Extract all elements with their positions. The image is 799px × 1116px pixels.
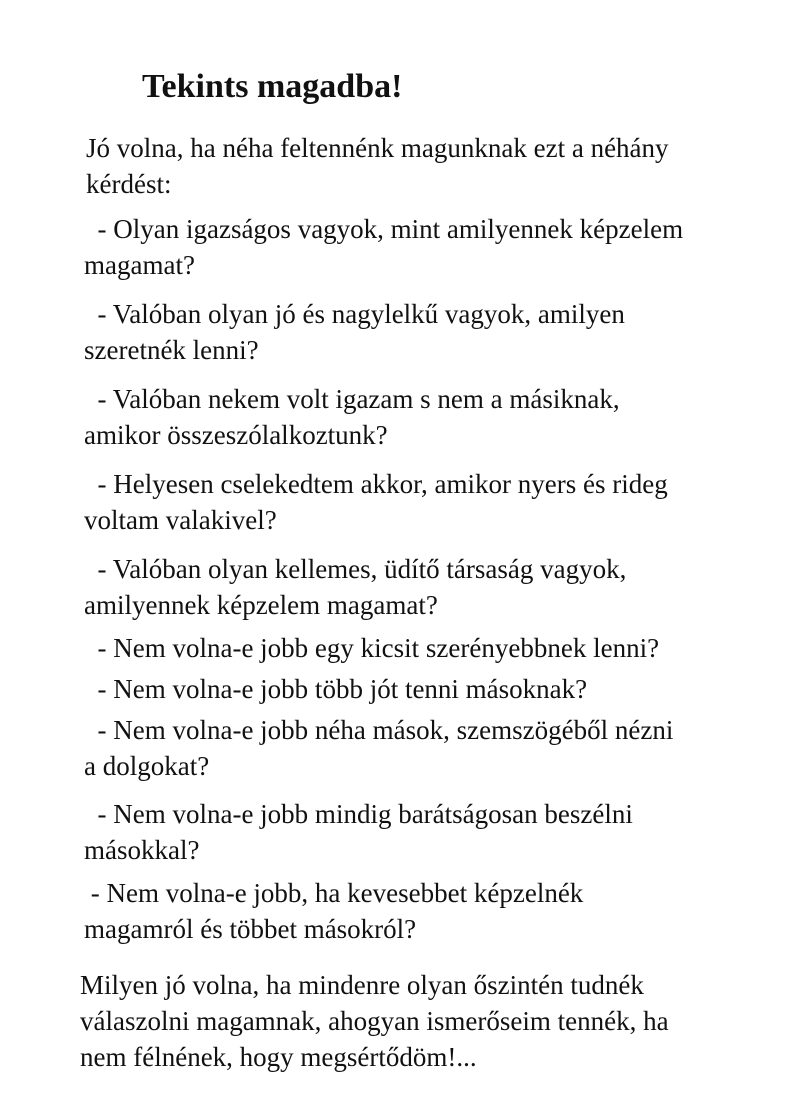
text-line: válaszolni magamnak, ahogyan ismerőseim tennék, ha	[80, 1006, 669, 1036]
text-line: másokkal?	[84, 835, 200, 865]
text-line: - Nem volna-e jobb több jót tenni másoknak?	[84, 674, 588, 704]
text-line: magamat?	[84, 250, 195, 280]
closing-paragraph	[80, 967, 669, 1075]
text-line: magamról és többet másokról?	[84, 914, 417, 944]
question-item	[84, 381, 620, 453]
text-line: - Valóban nekem volt igazam s nem a másiknak,	[84, 384, 620, 414]
text-line: - Nem volna-e jobb egy kicsit szerényebbnek lenni?	[84, 633, 660, 663]
text-line: Milyen jó volna, ha mindenre olyan őszintén tudnék	[80, 970, 644, 1000]
question-item	[84, 211, 683, 283]
text-line: Jó volna, ha néha feltennénk magunknak ezt a néhány	[86, 133, 669, 163]
question-item	[84, 712, 673, 784]
text-line: - Olyan igazságos vagyok, mint amilyennek képzelem	[84, 214, 684, 244]
text-line: voltam valakivel?	[84, 505, 277, 535]
question-item	[84, 466, 668, 538]
text-line: kérdést:	[86, 169, 172, 199]
intro-paragraph	[86, 130, 669, 202]
text-line: amikor összeszólalkoztunk?	[84, 420, 388, 450]
text-line: - Nem volna-e jobb, ha kevesebbet képzelnék	[84, 878, 584, 908]
text-line: szeretnék lenni?	[84, 335, 259, 365]
text-line: - Helyesen cselekedtem akkor, amikor nyers és rideg	[84, 469, 668, 499]
text-line: - Valóban olyan kellemes, üdítő társaság vagyok,	[84, 554, 627, 584]
question-item	[84, 551, 626, 623]
text-line: a dolgokat?	[84, 751, 210, 781]
page-title: Tekints magadba!	[142, 68, 403, 105]
text-line: - Nem volna-e jobb néha mások, szemszögéből nézni	[84, 715, 674, 745]
text-line: - Valóban olyan jó és nagylelkű vagyok, amilyen	[84, 299, 625, 329]
question-item	[84, 671, 587, 707]
question-item	[84, 296, 625, 368]
question-item	[84, 875, 583, 947]
text-line: nem félnének, hogy megsértődöm!...	[80, 1042, 477, 1072]
question-item	[84, 630, 659, 666]
text-line: - Nem volna-e jobb mindig barátságosan beszélni	[84, 799, 633, 829]
question-item	[84, 796, 633, 868]
text-line: amilyennek képzelem magamat?	[84, 590, 438, 620]
